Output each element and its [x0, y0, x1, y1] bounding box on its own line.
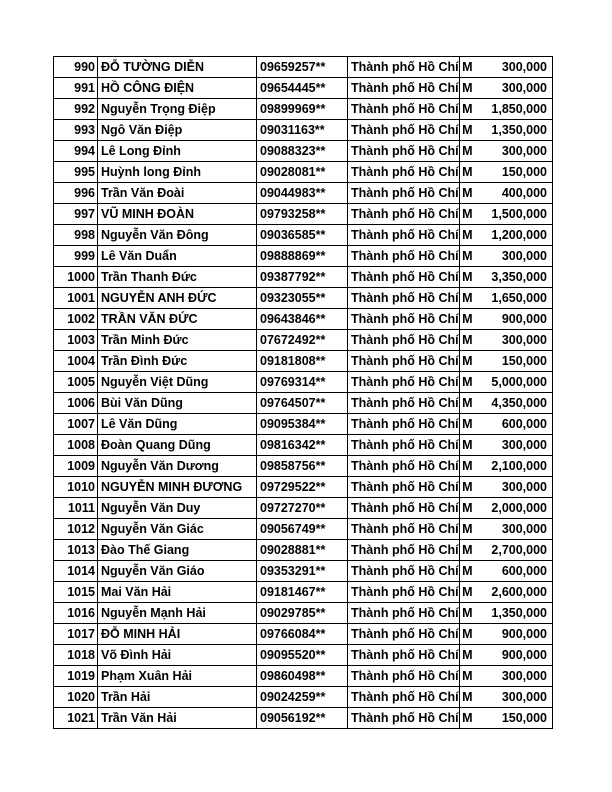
row-number-cell: 990: [54, 57, 98, 78]
row-number-cell: 1011: [54, 498, 98, 519]
name-cell: Nguyễn Mạnh Hải: [98, 603, 257, 624]
name-cell: Lê Văn Duẩn: [98, 246, 257, 267]
row-number-cell: 1003: [54, 330, 98, 351]
row-number-cell: 999: [54, 246, 98, 267]
row-number-cell: 995: [54, 162, 98, 183]
city-cell: Thành phố Hồ Chí M: [348, 183, 460, 204]
table-row: [54, 456, 553, 477]
phone-cell: 09088323**: [257, 141, 348, 162]
table-row: [54, 204, 553, 225]
table-row: [54, 645, 553, 666]
table-row: [54, 162, 553, 183]
row-number-cell: 994: [54, 141, 98, 162]
name-cell: Võ Đình Hải: [98, 645, 257, 666]
table-row: [54, 57, 553, 78]
row-number-cell: 1015: [54, 582, 98, 603]
name-cell: Nguyễn Văn Đông: [98, 225, 257, 246]
amount-cell: 2,700,000: [460, 540, 553, 561]
row-number-cell: 993: [54, 120, 98, 141]
amount-cell: 5,000,000: [460, 372, 553, 393]
name-cell: Nguyễn Văn Duy: [98, 498, 257, 519]
city-cell: Thành phố Hồ Chí M: [348, 141, 460, 162]
name-cell: Nguyễn Văn Giác: [98, 519, 257, 540]
name-cell: Nguyễn Văn Giáo: [98, 561, 257, 582]
table-row: [54, 561, 553, 582]
table-row: [54, 582, 553, 603]
amount-cell: 1,200,000: [460, 225, 553, 246]
name-cell: Trần Văn Hải: [98, 708, 257, 729]
phone-cell: 09056192**: [257, 708, 348, 729]
name-cell: Lê Long Đỉnh: [98, 141, 257, 162]
name-cell: TRẦN VĂN ĐỨC: [98, 309, 257, 330]
amount-cell: 1,850,000: [460, 99, 553, 120]
phone-cell: 09095384**: [257, 414, 348, 435]
amount-cell: 300,000: [460, 330, 553, 351]
amount-cell: 600,000: [460, 561, 553, 582]
phone-cell: 09024259**: [257, 687, 348, 708]
city-cell: Thành phố Hồ Chí M: [348, 225, 460, 246]
row-number-cell: 1008: [54, 435, 98, 456]
name-cell: Nguyễn Trọng Điệp: [98, 99, 257, 120]
row-number-cell: 1012: [54, 519, 98, 540]
amount-cell: 300,000: [460, 78, 553, 99]
phone-cell: 09387792**: [257, 267, 348, 288]
phone-cell: 09044983**: [257, 183, 348, 204]
phone-cell: 09181467**: [257, 582, 348, 603]
row-number-cell: 991: [54, 78, 98, 99]
table-row: [54, 624, 553, 645]
donation-table: [53, 56, 553, 729]
phone-cell: 09031163**: [257, 120, 348, 141]
name-cell: Nguyễn Việt Dũng: [98, 372, 257, 393]
city-cell: Thành phố Hồ Chí M: [348, 561, 460, 582]
table-row: [54, 666, 553, 687]
city-cell: Thành phố Hồ Chí M: [348, 645, 460, 666]
table-row: [54, 477, 553, 498]
table-row: [54, 372, 553, 393]
phone-cell: 09888869**: [257, 246, 348, 267]
table-row: [54, 267, 553, 288]
amount-cell: 300,000: [460, 246, 553, 267]
phone-cell: 09028881**: [257, 540, 348, 561]
phone-cell: 09095520**: [257, 645, 348, 666]
phone-cell: 09858756**: [257, 456, 348, 477]
name-cell: Trần Minh Đức: [98, 330, 257, 351]
table-row: [54, 141, 553, 162]
amount-cell: 300,000: [460, 57, 553, 78]
amount-cell: 900,000: [460, 624, 553, 645]
name-cell: VŨ MINH ĐOÀN: [98, 204, 257, 225]
row-number-cell: 996: [54, 183, 98, 204]
city-cell: Thành phố Hồ Chí M: [348, 603, 460, 624]
amount-cell: 150,000: [460, 162, 553, 183]
row-number-cell: 1002: [54, 309, 98, 330]
row-number-cell: 1006: [54, 393, 98, 414]
row-number-cell: 1013: [54, 540, 98, 561]
row-number-cell: 1014: [54, 561, 98, 582]
name-cell: HỒ CÔNG ĐIỆN: [98, 78, 257, 99]
city-cell: Thành phố Hồ Chí M: [348, 162, 460, 183]
city-cell: Thành phố Hồ Chí M: [348, 708, 460, 729]
city-cell: Thành phố Hồ Chí M: [348, 519, 460, 540]
name-cell: Nguyễn Văn Dương: [98, 456, 257, 477]
city-cell: Thành phố Hồ Chí M: [348, 57, 460, 78]
row-number-cell: 1010: [54, 477, 98, 498]
phone-cell: 09029785**: [257, 603, 348, 624]
phone-cell: 09729522**: [257, 477, 348, 498]
amount-cell: 900,000: [460, 309, 553, 330]
name-cell: Trần Đình Đức: [98, 351, 257, 372]
name-cell: Đoàn Quang Dũng: [98, 435, 257, 456]
table-row: [54, 330, 553, 351]
phone-cell: 09764507**: [257, 393, 348, 414]
city-cell: Thành phố Hồ Chí M: [348, 666, 460, 687]
row-number-cell: 1001: [54, 288, 98, 309]
city-cell: Thành phố Hồ Chí M: [348, 267, 460, 288]
amount-cell: 300,000: [460, 519, 553, 540]
city-cell: Thành phố Hồ Chí M: [348, 351, 460, 372]
name-cell: ĐỖ TƯỜNG DIỄN: [98, 57, 257, 78]
name-cell: Lê Văn Dũng: [98, 414, 257, 435]
city-cell: Thành phố Hồ Chí M: [348, 498, 460, 519]
city-cell: Thành phố Hồ Chí M: [348, 582, 460, 603]
table-row: [54, 225, 553, 246]
name-cell: Đào Thế Giang: [98, 540, 257, 561]
name-cell: NGUYỄN ANH ĐỨC: [98, 288, 257, 309]
row-number-cell: 992: [54, 99, 98, 120]
city-cell: Thành phố Hồ Chí M: [348, 372, 460, 393]
city-cell: Thành phố Hồ Chí M: [348, 246, 460, 267]
row-number-cell: 1019: [54, 666, 98, 687]
row-number-cell: 1018: [54, 645, 98, 666]
amount-cell: 150,000: [460, 351, 553, 372]
table-row: [54, 183, 553, 204]
phone-cell: 09727270**: [257, 498, 348, 519]
name-cell: Trần Hải: [98, 687, 257, 708]
phone-cell: 09766084**: [257, 624, 348, 645]
name-cell: Phạm Xuân Hải: [98, 666, 257, 687]
name-cell: Trần Thanh Đức: [98, 267, 257, 288]
amount-cell: 150,000: [460, 708, 553, 729]
table-row: [54, 414, 553, 435]
phone-cell: 09654445**: [257, 78, 348, 99]
row-number-cell: 1021: [54, 708, 98, 729]
amount-cell: 300,000: [460, 666, 553, 687]
phone-cell: 09769314**: [257, 372, 348, 393]
name-cell: Bùi Văn Dũng: [98, 393, 257, 414]
name-cell: Ngô Văn Điệp: [98, 120, 257, 141]
city-cell: Thành phố Hồ Chí M: [348, 330, 460, 351]
city-cell: Thành phố Hồ Chí M: [348, 540, 460, 561]
table-row: [54, 603, 553, 624]
row-number-cell: 1017: [54, 624, 98, 645]
city-cell: Thành phố Hồ Chí M: [348, 120, 460, 141]
amount-cell: 300,000: [460, 687, 553, 708]
table-row: [54, 78, 553, 99]
row-number-cell: 997: [54, 204, 98, 225]
city-cell: Thành phố Hồ Chí M: [348, 624, 460, 645]
row-number-cell: 998: [54, 225, 98, 246]
row-number-cell: 1000: [54, 267, 98, 288]
amount-cell: 400,000: [460, 183, 553, 204]
row-number-cell: 1009: [54, 456, 98, 477]
city-cell: Thành phố Hồ Chí M: [348, 288, 460, 309]
amount-cell: 2,000,000: [460, 498, 553, 519]
table-row: [54, 309, 553, 330]
phone-cell: 09036585**: [257, 225, 348, 246]
phone-cell: 09816342**: [257, 435, 348, 456]
phone-cell: 09899969**: [257, 99, 348, 120]
city-cell: Thành phố Hồ Chí M: [348, 78, 460, 99]
row-number-cell: 1004: [54, 351, 98, 372]
city-cell: Thành phố Hồ Chí M: [348, 414, 460, 435]
phone-cell: 09056749**: [257, 519, 348, 540]
phone-cell: 09028081**: [257, 162, 348, 183]
phone-cell: 09643846**: [257, 309, 348, 330]
amount-cell: 1,500,000: [460, 204, 553, 225]
amount-cell: 1,350,000: [460, 120, 553, 141]
city-cell: Thành phố Hồ Chí M: [348, 99, 460, 120]
city-cell: Thành phố Hồ Chí M: [348, 477, 460, 498]
row-number-cell: 1016: [54, 603, 98, 624]
table-row: [54, 498, 553, 519]
phone-cell: 09181808**: [257, 351, 348, 372]
amount-cell: 1,350,000: [460, 603, 553, 624]
city-cell: Thành phố Hồ Chí M: [348, 204, 460, 225]
city-cell: Thành phố Hồ Chí M: [348, 309, 460, 330]
amount-cell: 900,000: [460, 645, 553, 666]
table-row: [54, 708, 553, 729]
table-row: [54, 393, 553, 414]
table-row: [54, 246, 553, 267]
name-cell: Trần Văn Đoài: [98, 183, 257, 204]
phone-cell: 09793258**: [257, 204, 348, 225]
row-number-cell: 1020: [54, 687, 98, 708]
table-row: [54, 519, 553, 540]
table-row: [54, 288, 553, 309]
name-cell: Huỳnh long Đỉnh: [98, 162, 257, 183]
amount-cell: 300,000: [460, 477, 553, 498]
table-body: [54, 57, 553, 729]
amount-cell: 3,350,000: [460, 267, 553, 288]
amount-cell: 600,000: [460, 414, 553, 435]
phone-cell: 09860498**: [257, 666, 348, 687]
phone-cell: 09323055**: [257, 288, 348, 309]
city-cell: Thành phố Hồ Chí M: [348, 456, 460, 477]
table-row: [54, 351, 553, 372]
city-cell: Thành phố Hồ Chí M: [348, 393, 460, 414]
city-cell: Thành phố Hồ Chí M: [348, 435, 460, 456]
table-row: [54, 540, 553, 561]
amount-cell: 300,000: [460, 435, 553, 456]
table-row: [54, 120, 553, 141]
amount-cell: 4,350,000: [460, 393, 553, 414]
table-row: [54, 99, 553, 120]
row-number-cell: 1005: [54, 372, 98, 393]
amount-cell: 2,100,000: [460, 456, 553, 477]
name-cell: NGUYỄN MINH ĐƯƠNG: [98, 477, 257, 498]
name-cell: Mai Văn Hải: [98, 582, 257, 603]
amount-cell: 2,600,000: [460, 582, 553, 603]
amount-cell: 1,650,000: [460, 288, 553, 309]
amount-cell: 300,000: [460, 141, 553, 162]
phone-cell: 09659257**: [257, 57, 348, 78]
name-cell: ĐỖ MINH HẢI: [98, 624, 257, 645]
phone-cell: 07672492**: [257, 330, 348, 351]
phone-cell: 09353291**: [257, 561, 348, 582]
table-row: [54, 687, 553, 708]
table-row: [54, 435, 553, 456]
row-number-cell: 1007: [54, 414, 98, 435]
city-cell: Thành phố Hồ Chí M: [348, 687, 460, 708]
